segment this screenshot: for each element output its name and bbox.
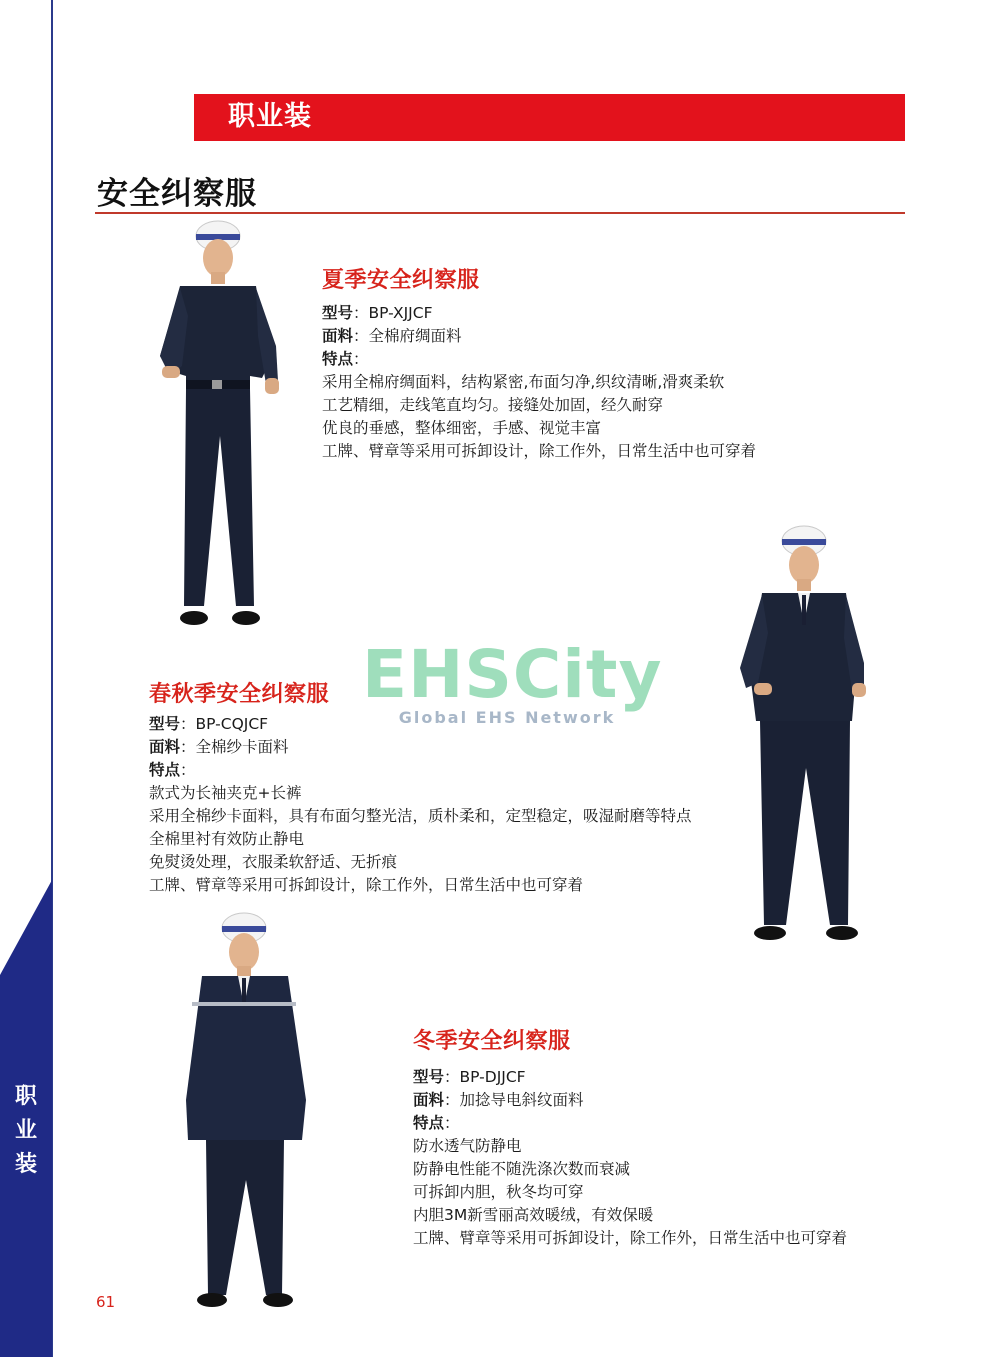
product-title: 春秋季安全纠察服	[149, 682, 330, 707]
model-value: BP-DJJCF	[459, 1068, 526, 1086]
product-title: 夏季安全纠察服	[322, 268, 480, 293]
feature-item: 工牌、臂章等采用可拆卸设计，除工作外，日常生活中也可穿着	[413, 1229, 848, 1247]
page-number: 61	[96, 1293, 116, 1311]
model-line: 型号：BP-DJJCF	[413, 1068, 526, 1086]
feature-item: 工牌、臂章等采用可拆卸设计，除工作外，日常生活中也可穿着	[322, 442, 757, 460]
section-title: 安全纠察服	[97, 176, 257, 212]
category-title: 职业装	[228, 101, 312, 132]
features-label: 特点	[413, 1114, 445, 1132]
watermark-tagline: Global EHS Network	[398, 708, 616, 727]
watermark-logo: EHSCity	[362, 636, 663, 713]
features-label: 特点	[149, 761, 181, 779]
side-tab-label	[10, 1080, 42, 1182]
fabric-value: 加捻导电斜纹面料	[459, 1091, 584, 1109]
feature-item: 工牌、臂章等采用可拆卸设计，除工作外，日常生活中也可穿着	[149, 876, 584, 894]
product-title: 冬季安全纠察服	[413, 1029, 571, 1054]
winter-uniform-photo	[182, 910, 312, 1310]
fabric-value: 全棉纱卡面料	[195, 738, 289, 756]
features-label: 特点	[322, 350, 354, 368]
feature-item: 优良的垂感，整体细密，手感、视觉丰富	[322, 419, 602, 437]
spring-autumn-uniform-photo	[734, 523, 869, 943]
features-line: 特点：	[149, 761, 196, 779]
fabric-line: 面料：全棉纱卡面料	[149, 738, 289, 756]
feature-item: 防静电性能不随洗涤次数而衰减	[413, 1160, 631, 1178]
model-line: 型号：BP-XJJCF	[322, 304, 433, 322]
fabric-label: 面料	[322, 327, 354, 345]
feature-item: 免熨烫处理，衣服柔软舒适、无折痕	[149, 853, 398, 871]
section-divider	[95, 212, 905, 214]
model-label: 型号	[149, 715, 181, 733]
fabric-label: 面料	[413, 1091, 445, 1109]
fabric-label: 面料	[149, 738, 181, 756]
feature-item: 采用全棉府绸面料，结构紧密,布面匀净,织纹清晰,滑爽柔软	[322, 373, 725, 391]
summer-uniform-photo	[150, 216, 285, 631]
product-specs	[322, 302, 756, 463]
side-tab-char: 装	[14, 1152, 37, 1177]
side-tab-char: 职	[14, 1084, 37, 1109]
feature-item: 可拆卸内胆，秋冬均可穿	[413, 1183, 584, 1201]
feature-item: 内胆3M新雪丽高效暖绒，有效保暖	[413, 1206, 654, 1224]
side-tab-char: 业	[14, 1118, 37, 1143]
fabric-line: 面料：全棉府绸面料	[322, 327, 462, 345]
fabric-line: 面料：加捻导电斜纹面料	[413, 1091, 584, 1109]
features-line: 特点：	[413, 1114, 460, 1132]
model-label: 型号	[322, 304, 354, 322]
product-specs	[413, 1066, 847, 1250]
feature-item: 工艺精细，走线笔直均匀。接缝处加固，经久耐穿	[322, 396, 664, 414]
model-value: BP-XJJCF	[368, 304, 433, 322]
model-line: 型号：BP-CQJCF	[149, 715, 269, 733]
feature-item: 防水透气防静电	[413, 1137, 522, 1155]
model-label: 型号	[413, 1068, 445, 1086]
fabric-value: 全棉府绸面料	[368, 327, 462, 345]
model-value: BP-CQJCF	[195, 715, 269, 733]
feature-item: 款式为长袖夹克+长裤	[149, 784, 302, 802]
product-specs	[149, 713, 692, 897]
features-line: 特点：	[322, 350, 369, 368]
feature-item: 全棉里衬有效防止静电	[149, 830, 305, 848]
feature-item: 采用全棉纱卡面料，具有布面匀整光洁，质朴柔和，定型稳定，吸湿耐磨等特点	[149, 807, 692, 825]
